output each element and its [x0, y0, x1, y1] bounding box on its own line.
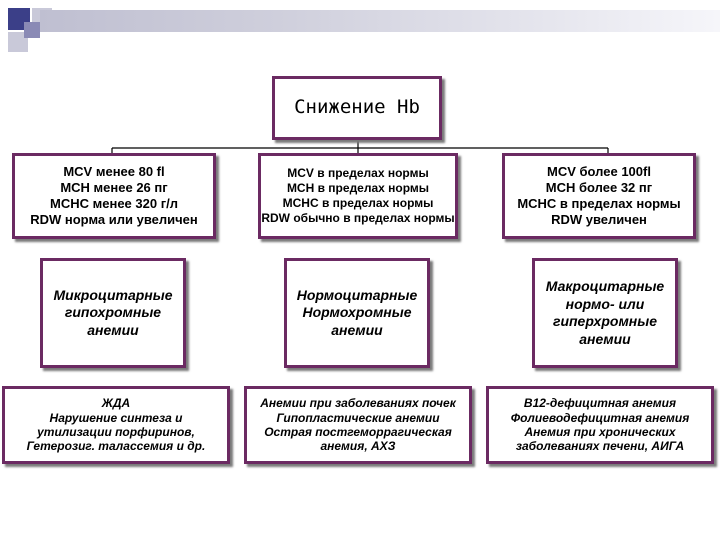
criteria-box-macrocytic: [502, 153, 696, 239]
examples-box-microcytic: [2, 386, 230, 464]
criteria-text: MCV менее 80 fl MCH менее 26 пг MCHC менее 320 г/л RDW норма или увеличен: [30, 163, 198, 228]
criteria-text: MCV более 100fl MCH более 32 пг MCHC в пределах нормы RDW увеличен: [517, 163, 681, 228]
examples-text: Анемии при заболеваниях почек Гипопластические анемии Острая постгеморрагическая анемия, АХЗ: [260, 396, 456, 454]
criteria-text: MCV в пределах нормы MCH в пределах нормы MCHC в пределах нормы RDW обычно в пределах нормы: [261, 166, 455, 225]
category-text: Нормоцитарные Нормохромные анемии: [296, 286, 418, 338]
category-box-microcytic: [40, 258, 186, 368]
examples-box-macrocytic: [486, 386, 714, 464]
category-text: Микроцитарные гипохромные анемии: [53, 286, 173, 338]
category-text: Макроцитарные нормо- или гиперхромные анемии: [545, 278, 665, 347]
examples-box-normocytic: [244, 386, 472, 464]
category-box-normocytic: [284, 258, 430, 368]
root-box: [272, 76, 442, 140]
root-title: Снижение Hb: [294, 96, 420, 119]
criteria-box-normocytic: [258, 153, 458, 239]
category-box-macrocytic: [532, 258, 678, 368]
criteria-box-microcytic: [12, 153, 216, 239]
examples-text: ЖДА Нарушение синтеза и утилизации порфиринов, Гетерозиг. талассемия и др.: [26, 396, 206, 454]
examples-text: В12-дефицитная анемия Фолиеводефицитная анемия Анемия при хронических заболеваниях печени, АИГА: [510, 396, 690, 454]
